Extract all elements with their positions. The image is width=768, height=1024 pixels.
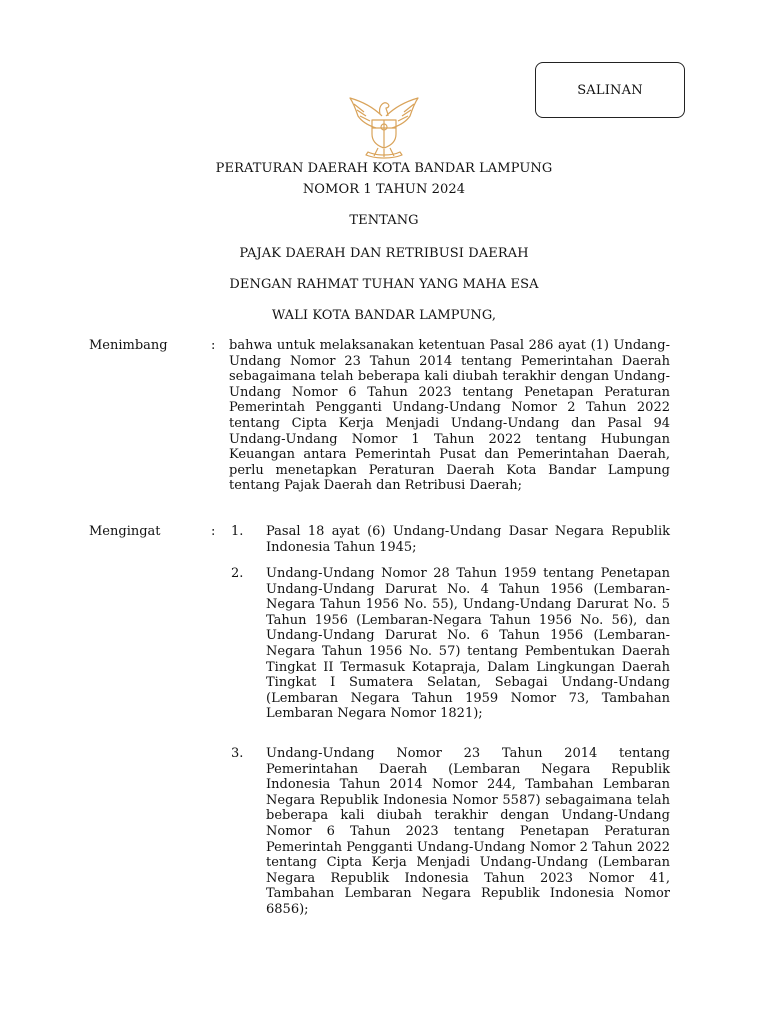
mengingat-colon: :: [211, 524, 216, 539]
mengingat-item-text: Undang-Undang Nomor 23 Tahun 2014 tentang Pemerintahan Daerah (Lembaran Negara Republik Indonesia Tahun 2014 Nomor 244, Tambahan Lembaran Negara Republik Indonesia Nomor 5587) sebagaimana telah beberapa kali diubah terakhir dengan Undang-Undang Nomor 6 Tahun 2023 tentang Penetapan Peraturan Pemerintah Pengganti Undang-Undang Nomor 2 Tahun 2022 tentang Cipta Kerja Menjadi Undang-Undang (Lembaran Negara Republik Indonesia Tahun 2023 Nomor 41, Tambahan Lembaran Negara Republik Indonesia Nomor 6856);: [266, 746, 670, 917]
garuda-emblem-icon: [344, 94, 424, 160]
mengingat-item-text: Undang-Undang Nomor 28 Tahun 1959 tentang Penetapan Undang-Undang Darurat No. 4 Tahun 1956 (Lembaran-Negara Tahun 1956 No. 55), Undang-Undang Darurat No. 5 Tahun 1956 (Lembaran-Negara Tahun 1956 No. 56), dan Undang-Undang Darurat No. 6 Tahun 1956 (Lembaran-Negara Tahun 1956 No. 57) tentang Pembentukan Daerah Tingkat II Termasuk Kotapraja, Dalam Lingkungan Daerah Tingkat I Sumatera Selatan, Sebagai Undang-Undang (Lembaran Negara Tahun 1959 Nomor 73, Tambahan Lembaran Negara Nomor 1821);: [266, 566, 670, 722]
regulation-title: PERATURAN DAERAH KOTA BANDAR LAMPUNG: [215, 161, 553, 176]
menimbang-text: bahwa untuk melaksanakan ketentuan Pasal 286 ayat (1) Undang-Undang Nomor 23 Tahun 2014 tentang Pemerintahan Daerah sebagaimana telah beberapa kali diubah terakhir dengan Undang-Undang Nomor 6 Tahun 2023 tentang Penetapan Peraturan Pemerintah Pengganti Undang-Undang Nomor 2 Tahun 2022 tentang Cipta Kerja Menjadi Undang-Undang dan Pasal 94 Undang-Undang Nomor 1 Tahun 2022 tentang Hubungan Keuangan antara Pemerintah Pusat dan Pemerintahan Daerah, perlu menetapkan Peraturan Daerah Kota Bandar Lampung tentang Pajak Daerah dan Retribusi Daerah;: [229, 338, 670, 494]
mengingat-item-number: 2.: [231, 566, 244, 581]
regulation-number: NOMOR 1 TAHUN 2024: [302, 182, 466, 197]
menimbang-colon: :: [211, 338, 216, 353]
authority-line: WALI KOTA BANDAR LAMPUNG,: [271, 308, 497, 323]
mengingat-item-number: 3.: [231, 746, 244, 761]
salinan-stamp: [535, 62, 685, 118]
blessing-line: DENGAN RAHMAT TUHAN YANG MAHA ESA: [229, 277, 539, 292]
mengingat-label: Mengingat: [89, 524, 161, 539]
mengingat-item-text: Pasal 18 ayat (6) Undang-Undang Dasar Negara Republik Indonesia Tahun 1945;: [266, 524, 670, 555]
mengingat-item-number: 1.: [231, 524, 244, 539]
menimbang-label: Menimbang: [89, 338, 168, 353]
salinan-label: SALINAN: [577, 82, 643, 98]
tentang-label: TENTANG: [349, 213, 419, 228]
regulation-subject: PAJAK DAERAH DAN RETRIBUSI DAERAH: [239, 246, 529, 261]
